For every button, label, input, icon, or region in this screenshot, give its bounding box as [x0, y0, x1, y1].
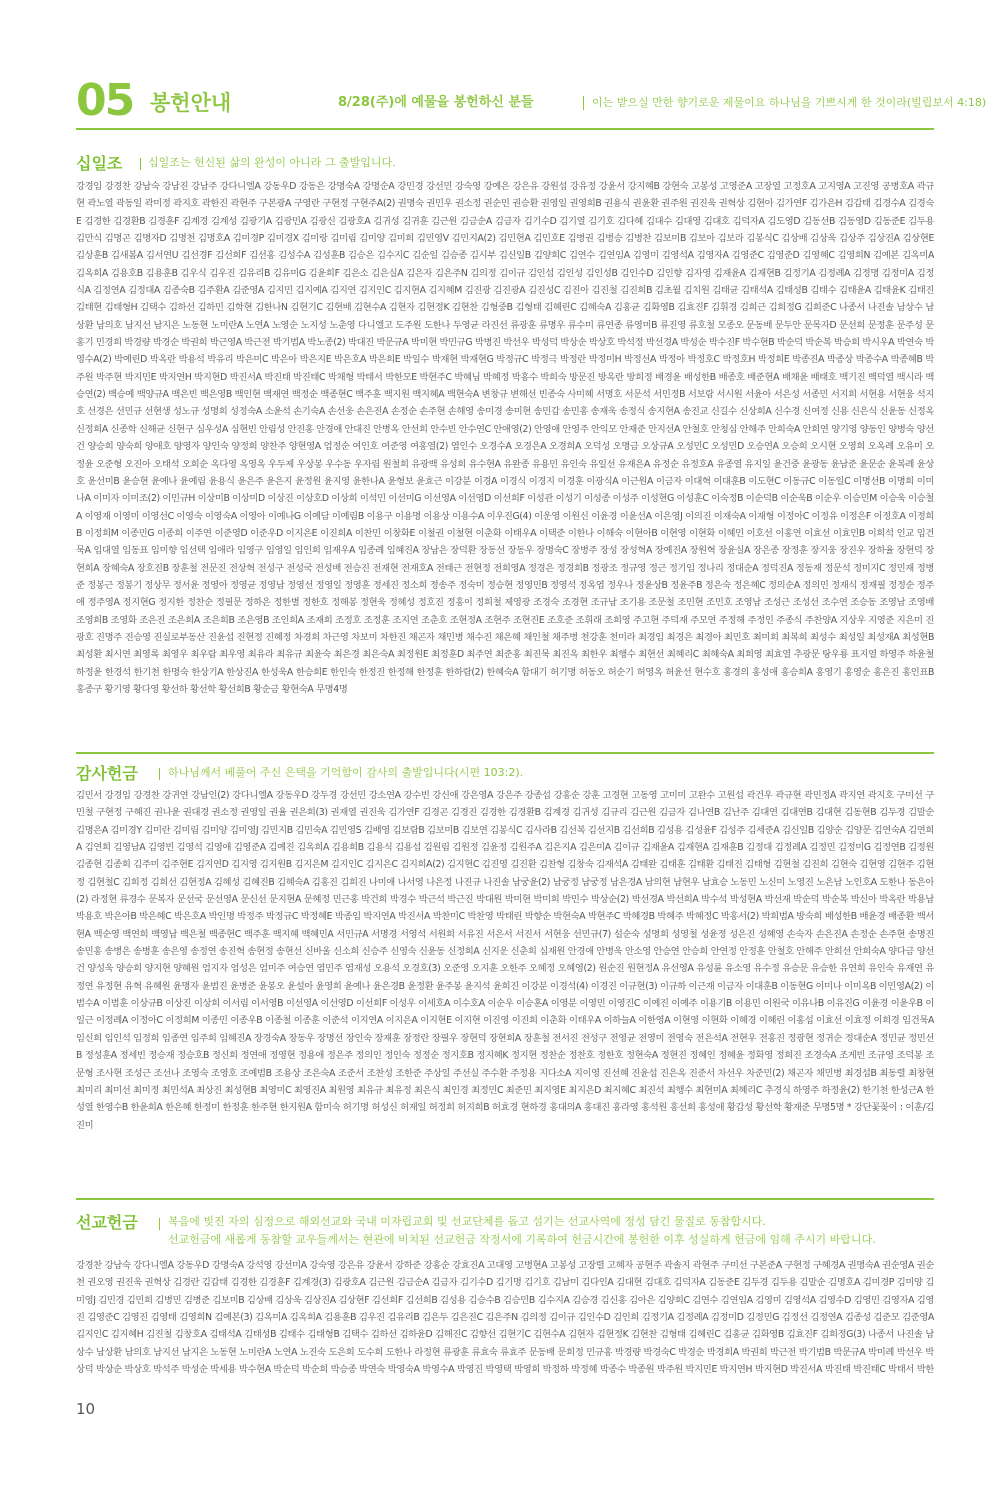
- header-divider: [583, 96, 584, 110]
- thanks-title: 감사헌금: [76, 764, 138, 783]
- page-number: 10: [76, 1400, 96, 1418]
- thanks-divider: [159, 768, 160, 780]
- tithe-desc: 십일조는 헌신된 삶의 완성이 아니라 그 출발입니다.: [148, 156, 396, 169]
- page-header: [76, 75, 987, 128]
- header-rule: [76, 128, 934, 130]
- mission-name-list: 강경찬 강남숙 강다니엘A 강동우D 강명숙A 강석영 강선미A 강숙영 강은유 강윤서 강하준 강홍순 강효진A 고대영 고병현A 고봉성 고장렬 고혜자 공현주 곽솔지 곽현주 구미선 구본준A 구현정 구혜경A 권명숙A 권순영A 권순천 권오영 권진욱 권혁상 김경란 김갑태 김경한 김경훈F 김계경(3) 김광호A 김근원 김금순A 김금자 김기수D 김기명 김기호 김남미 김다인A 김대현 김대호 김덕자A 김동준E 김두경 김두용 김말순 김명호A 김미경P 김미양 김미영J 김민경 김민희 김병민 김병준 김보미B 김상배 김상욱 김상진A 김상현F 김선희F 김선희B 김성용 김승수B 김승민B 김수지A 김승경 김신홍 김아은 김양희C 김연수 김연임A 김영미 김영석A 김영수D 김영민 김영자A 김영진 김영준C 김영진 김영태 김영희N 김예본(3) 김옥미A 김옥희A 김용훈B 김우진 김유리B 김은두 김은진C 김은주N 김의정 김이규 김인수D 김인희 김정기A 김정례A 김정미D 김정민G 김정선 김정연A 김종성 김준모 김준영A 김지인C 김지혜H 김진철 김창호A 김태석A 김태성B 김태수 김태형B 김택수 김하선 김하윤D 김해진C 김향선 김현기C 김현수A 김현자 김현정K 김현찬 김형태 김혜린C 김홍균 김화영B 김효진F 김희정G(3) 나종서 나진솔 남상수 남상환 남의호 남지선 남지은 노동현 노미란A 노연A 노진숙 도은희 도수희 도한나 라정현 류광훈 류효숙 류효주 문동배 문희정 민규홍 박경량 박경숙C 박경순 박경희A 박권희 박근전 박기범B 박문규A 박미례 박선우 박상덕 박상순 박상호 박석주 박성순 박세용 박수현A 박순덕 박순희 박승종 박연숙 박영숙A 박영수A 박영진 박영택 박영희 박정하 박정혜 박종수 박종원 박주원 박지민E 박지연H 박지현D 박진서A 박진태 박진태C 박태서 박한: [76, 1260, 934, 1376]
- page-title: 봉헌안내: [150, 91, 232, 115]
- mission-desc-2: 선교헌금에 새롭게 동참할 교우들께서는 현관에 비치된 선교헌금 작정서에 기록하여 헌금시간에 봉헌한 이후 성실하게 헌금에 임해 주시기 바랍니다.: [168, 1233, 876, 1246]
- section-number: 05: [76, 75, 134, 126]
- header-verse: 이는 받으실 만한 향기로운 제물이요 하나님을 기쁘시게 한 것이라(빌립보서 4:18): [592, 96, 987, 109]
- tithe-title: 십일조: [76, 154, 123, 173]
- page-subtitle: 8/28(주)에 예물을 봉헌하신 분들: [338, 95, 534, 110]
- mission-title: 선교헌금: [76, 1213, 138, 1232]
- mission-desc-1: 복음에 빚진 자의 심정으로 해외선교와 국내 미자립교회 및 선교단체를 돕고 섬기는 선교사역에 정성 담긴 물질로 동참합시다.: [168, 1215, 766, 1228]
- tithe-name-list: 강경임 강경찬 강남숙 강남진 강남주 강다니엘A 강동우D 강동은 강명숙A 강명순A 강민경 강선민 강숙영 강예은 강은유 강원섭 강유정 강윤서 강지혜B 강현숙 고봉성 고영준A 고장열 고정호A 고지영A 고진영 공병호A 곽규현 곽노열 곽동일 곽미정 곽지호 곽한진 곽현주 구본광A 구영란 구현정 구현주A(2) 권명숙 권민우 권소정 권순민 권승환 권영일 권영희B 권용식 권윤환 권주원 권진욱 권혁상 김현아 김가연F 김가은H 김갑태 김경수A 김경숙E 김경한 김경환B 김경훈F 김계경 김계성 김광기A 김광민A 김광신 김광호A 김귀성 김귀훈 김근원 김금순A 김금자 김기수D 김기열 김기호 김다혜 김대수 김대영 김대호 김덕자A 김도영D 김동선B 김동영D 김동준E 김두용 김만식 김명곤 김명자D 김명천 김명호A 김미경P 김미경X 김미랑 김미림 김미양 김미희 김민영V 김민지A(2) 김민현A 김민호E 김병권 김병승 김병찬 김보미B 김보아 김보라 김봉식C 김상배 김상욱 김상주 김상진A 김상현E 김상훈B 김새봄A 김서연U 김선경F 김선희F 김선홍 김성수A 김성훈B 김승은 김수지C 김순일 김승종 김시부 김신일B 김양희C 김연수 김연임A 김영미 김영석A 김영자A 김영준C 김영준D 김영혜C 김영희N 김예본 김옥미A 김옥희A 김용호B 김용훈B 김우식 김우진 김유리B 김유미G 김윤희F 김은소 김은실A 김은자 김은주N 김의정 김이규 김인섭 김인성 김인성B 김인수D 김인향 김자영 김재윤A 김재현B 김정기A 김정례A 김정명 김정미A 김정식A 김정연A 김정대A 김종숙B 김주환A 김준영A 김지민 김지예A 김지연 김지인C 김지현A 김지혜M 김진광 김진광A 김진성C 김진아 김진철 김진희B 김초월 김치원 김태균 김태석A 김태성B 김태수 김태윤A 김태윤K 김태진 김태현 김태형H 김택수 김하선 김하민 김학현 김한나N 김현기C 김현배 김현수A 김현자 김현정K 김현찬 김형중B 김형태 김혜린C 김혜숙A 김홍균 김화영B 김효진F 김휘경 김희근 김희정G 김희준C 나종서 나진솔 남상수 남상환 남의호 남지선 남지은 노동현 노미란A 노연A 노영순 노지성 노춘영 다니엘고 도주원 도한나 두영균 라진선 류광훈 류명우 류수미 류연종 류영미B 류진영 류호철 모종오 문동배 문두안 문목자D 문선희 문정훈 문주성 문홍기 민경희 박경량 박경순 박권희 박근영A 박근전 박기범A 박노종(2) 박대진 박문규A 박미현 박민규G 박병진 박선우 박성덕 박상순 박상호 박석정 박선경A 박성순 박수진F 박수현B 박순덕 박순복 박승희 박시우A 박연숙 박영수A(2) 박예린D 박옥란 박용석 박유리 박은미C 박은아 박은지E 박은호A 박은희E 박일수 박재현 박재현G 박정규C 박정극 박정란 박정미H 박정선A 박정아 박정호C 박정호H 박정희E 박종진A 박종상 박종수A 박종혜B 박주원 박주현 박지민E 박지연H 박지현D 박진서A 박진태 박진태C 박채형 박태서 박한모E 박현주C 박혜님 박혜정 박홍수 박희숙 방문진 방옥란 방희정 배경윤 배성한B 배종호 배준현A 배채윤 배태호 백기진 백덕열 백시라 백승연(2) 백승예 백양규A 백은빈 백은영B 백인현 백재연 백정순 백종현C 백주훈 백지원 백지혜A 백현숙A 변창규 변해선 빈종숙 사미혜 서명호 서문석 서민정B 서보람 서시원 서윤아 서은성 서종민 서지희 서현용 서현웅 석지호 선경은 선민규 선현생 성노규 성명희 성정숙A 소윤석 손기숙A 손선웅 손은진A 손정순 손주현 손해영 송미경 송미현 송민갑 송민홍 송재욱 송정식 송지현A 송진교 신길수 신상희A 신수경 신여정 신용 신은식 신윤동 신정옥 신정희A 신종학 신해균 신현구 심우성A 심현빈 안림성 안진홍 안경애 안대진 안병옥 안선희 안수빈 안수연C 안애영(2) 안영애 안영주 안익모 안재준 안지선A 안철호 안청심 안해주 안희숙A 안희연 양기영 양동인 양병숙 양선건 양승희 양숙희 양애호 양영자 양인숙 양정희 양찬주 양현영A 엄정순 여인호 여준영 여홍열(2) 염인수 오경수A 오경은A 오경희A 오덕성 오명금 오상규A 오성민C 오성민D 오승연A 오승희 오시현 오영희 오옥례 오유미 오정윤 오준형 오진아 오태석 오희순 옥다영 옥영옥 우두제 우상봉 우수동 우자림 원철희 유광백 유성희 유수현A 유완종 유용민 유인숙 유일선 유재은A 유정순 유정호A 유종열 유지일 윤건중 윤광동 윤남준 윤문순 윤복례 윤상호 윤선미B 윤승현 윤예나 윤예림 윤용식 윤은주 윤은지 윤정원 윤지영 윤한나A 윤형보 윤효근 이강분 이경A 이경식 이경지 이경훈 이광식A 이근원A 이금자 이대혁 이대훈B 이도현C 이동규C 이동일C 이명선B 이명희 이미나A 이미자 이미조(2) 이민규H 이상미B 이상미D 이상진 이상호D 이상희 이석민 이선미G 이선영A 이선영D 이선희F 이성관 이성기 이성종 이성주 이성현G 이성훈C 이숙정B 이순덕B 이순욱B 이순우 이승민M 이승욱 이승철A 이영재 이영미 이영선C 이영숙 이영숙A 이영아 이예나G 이예담 이예림B 이용구 이용명 이용상 이용수A 이우진G(4) 이운영 이원신 이윤경 이윤선A 이은영J 이의진 이재숙A 이재형 이정아C 이정유 이정은F 이정호A 이정희B 이정희M 이종민G 이종희 이주연 이준영D 이준우D 이지은E 이진희A 이찬민 이창화E 이철권 이철현 이춘화 이태우A 이택준 이한나 이해숙 이현아B 이현영 이현화 이혜민 이호선 이홍연 이효선 이효민B 이희석 인교 임건묵A 임대열 임동표 임미향 임선택 임애라 임영구 임영일 임인희 임재우A 임종례 임혜진A 장남은 장덕환 장동선 장동우 장명숙C 장병주 장성 장성혁A 장예진A 장원혁 장윤실A 장은종 장정훈 장지웅 장진우 장하율 장현덕 장현희A 장혜숙A 장호진B 장훈철 전문진 전상혁 전성구 전성국 전성배 전승진 전재현 전재호A 전태근 전현정 전희영A 정경은 정경희B 정광조 정규영 정근 정기임 정나리 정대순A 정덕진A 정동재 정문석 정미지C 정민재 정병준 정봉근 정봉기 정상무 정서윤 정영아 정영균 정영남 정영선 정영일 정영훈 정세진 정소희 정송주 정숙미 정승현 정영민B 정영석 정옥엽 정우나 정윤상B 정윤주B 정은숙 정은혜C 정의순A 정의민 정재식 정재필 정정순 정주애 정주영A 정지현G 정지한 정찬순 정필문 정하은 정한별 정한호 정해봉 정현욱 정혜성 정호진 정홍이 정희철 제영광 조경숙 조경현 조규남 조기용 조문철 조민현 조민호 조영남 조성근 조성선 조수연 조승동 조영남 조영배 조영희B 조영화 조은진 조은희A 조은희B 조은영B 조인희A 조재희 조정호 조정훈 조지연 조춘호 조현정A 조현주 조현진E 조호준 조휘래 조희영 주고현 주덕재 주모연 주정해 주정인 주종식 주찬양A 지상우 지영준 지은미 진광호 진명주 진승영 진실로부동산 진윤섭 진현정 진혜정 차경희 차근영 차보미 차한진 채곤자 채민병 채수진 채은혜 채인철 채주병 천강훈 천미라 최경임 최경은 최경아 최민호 최미희 최복희 최성수 최성일 최성재A 최성현B 최성환 최시연 최영록 최영우 최우람 최우영 최유라 최유규 최윤숙 최은경 최은숙A 최정원E 최정훈D 최주연 최준홍 최진묵 최진옥 최한우 최행수 최현선 최혜리C 최혜숙A 최희영 최효열 추광문 탕우룡 표지열 하영주 하윤철 하정윤 한경석 한기천 한명숙 한상기A 한상진A 한성욱A 한승희E 한인숙 한정진 한정해 한정훈 한하람(2) 한혜숙A 함대기 허기명 허동오 허순기 허영옥 허윤선 현수호 홍경의 홍성애 홍승희A 홍영기 홍영순 홍은진 홍인표B 홍종구 황기영 황다영 황선하 황선학 황선희B 황순금 황현숙A 무명4명: [76, 181, 934, 695]
- section-rule: [76, 1198, 934, 1200]
- tithe-divider: [140, 158, 141, 170]
- thanks-name-list: 김민서 강경임 강경찬 강귀연 강남인(2) 강다니엘A 강동우D 강두경 강선민 강소연A 강수빈 강신애 강은영A 강은주 강종섭 강홍순 강훈 고경현 고동영 고미미 고완수 고원섭 곽건우 곽규현 곽민정A 곽지연 곽지호 구미선 구민철 구현정 구혜진 권나윤 권대경 권소정 권영일 권율 권은희(3) 권재열 권진욱 김가연F 김경곤 김경진 김경한 김경환B 김계경 김귀성 김규리 김근원 김금자 김나연B 김난주 김대연 김대연B 김대현 김동현B 김두경 김말순 김명은A 김미경Y 김미란 김미림 김미양 김미영J 김민지B 김민숙A 김민영S 김배영 김보람B 김보미B 김보연 김봉식C 김사라B 김선복 김선지B 김선희B 김성용 김성윤F 김성주 김세준A 김신일B 김양순 김양문 김연숙A 김연희A 김연희 김영남A 김영빈 김영석 김영애 김영준A 김예진 김옥희A 김용희B 김용식 김용섭 김원림 김원정 김윤정 김원주A 김은지A 김은미A 김이규 김재윤A 김재현A 김재훈B 김정대 김정례A 김정민 김정미G 김정연B 김정원 김종현 김종희 김주미 김주현E 김지연D 김지영 김지원B 김지은M 김지인C 김지은C 김지희A(2) 김지현C 김진영 김진환 김찬형 김창숙 김재석A 김태완 김태훈 김태환 김태진 김태형 김현철 김진희 김현숙 김현영 김현주 김현정 김현철C 김희정 김희선 김현정A 김혜성 김혜진B 김혜숙A 김홍진 김희진 나미애 나서영 나은정 나진규 나진솔 남궁윤(2) 남궁정 남궁정 남은경A 남의현 남현우 남효승 노동민 노신미 노영진 노은남 노인호A 도한나 동은아(2) 라정현 류경수 문복자 문선국 문선영A 문신선 문지현A 문혜정 민근홍 박건희 박경수 박근석 박근진 박대원 박미현 박미희 박민수 박상순(2) 박선경A 박선희A 박수석 박성현A 박선재 박순덕 박순복 박신아 박옥란 박용남 박용호 박은아B 박은혜C 박은호A 박인명 박정주 박정규C 박정혜E 박종임 박지연A 박진서A 박찬미C 박찬영 박태린 박향순 박현숙A 박현주C 박혜경B 박혜주 박혜정C 박홍서(2) 박희범A 방숙희 배성한B 배윤경 배종환 백서현A 백순영 백연희 백영남 백은철 백종현C 백주훈 백지혜 백혜민A 서민규A 서명경 서영석 서원희 서유진 서은서 서진서 서현웅 선민규(7) 설순숙 성명희 성영철 성윤정 성은진 성혜영 손숙자 손은진A 손정순 손주현 송명진 송민홍 송병은 송병훈 송은영 송정연 송진혁 송현정 송현선 신바울 신소희 신승주 신영숙 신윤동 신정희A 신지운 신춘희 심재원 안경애 안병욱 안소영 안승연 안승희 안연정 안정훈 안철호 안해주 안희선 안희숙A 양다금 양선건 양성욱 양승희 양지현 양혜원 엄지자 엄성은 엄미주 여승연 염민주 염재성 오용석 오경호(3) 오준영 오지훈 오한주 오혜정 오혜영(2) 원순진 원현정A 유선영A 유성륜 유소영 유수정 유승문 유승한 유연희 유인숙 유재연 유정연 유정현 유혁 유혜원 윤명자 윤범진 윤병준 윤봉오 윤설아 윤영희 윤예나 윤은경B 윤정환 윤주봉 윤지석 윤희진 이강분 이경석(4) 이경진 이규현(3) 이규하 이근재 이금자 이대훈B 이동현G 이미나 이미옥B 이민영A(2) 이범수A 이범훈 이상규B 이상진 이상희 이서림 이서영B 이선영A 이선영D 이선희F 이성우 이세호A 이수호A 이순우 이승훈A 이영분 이영민 이영진C 이예진 이예주 이용기B 이용민 이원국 이유나B 이유진G 이윤경 이윤우B 이일근 이정례A 이정아C 이정희M 이종민 이종우B 이종철 이종훈 이준석 이지연A 이지은A 이지현E 이지현 이진영 이진희 이춘화 이태우A 이하늘A 이한영A 이현영 이현화 이혜경 이혜린 이홍섭 이효선 이효정 이희경 임건묵A 임신희 임인석 임정희 임종연 임주희 임혜진A 장경숙A 장동우 장명선 장인숙 장재훈 장정란 장필우 장현덕 장현희A 장훈철 전서진 전성구 전영균 전영미 전영숙 전은석A 전현우 전홍진 정광현 정귀순 정대순A 정민균 정민선B 정성훈A 정세빈 정승재 정승호B 정신희 정연애 정영현 정용애 정은주 정의인 정인숙 정정순 정지호B 정지혜K 정지현 정찬순 정찬호 정한호 정현숙A 정현진 정혜인 정혜윤 정화영 정희진 조경숙A 조게빈 조규영 조덕봉 조문형 조사현 조성근 조선나 조영숙 조영호 조예범B 조용상 조은숙A 조준서 조찬성 조한준 주상일 주선실 주수환 주정용 지다소A 지이영 진선혜 진윤섭 진은옥 진준서 차선우 차준민(2) 채곤자 채민병 최경섭B 최동렬 최창현 최미리 최미선 최미정 최민석A 최상진 최성현B 최영미C 최영진A 최원영 최유규 최유정 최은식 최인경 최정민C 최준민 최지영E 최지은D 최지혜C 최진석 최행수 최현미A 최혜리C 추경식 하영주 하정윤(2) 한기천 한성근A 한성열 한영수B 한윤희A 한은혜 한정미 한정훈 한주현 한지원A 함미숙 허기명 허성신 허재일 허정희 허지희B 허효경 현하경 홍대의A 홍대진 홍라영 홍석원 홍선희 홍성애 황갑성 황선학 황재준 무명5명 * 강단꽃꽂이 : 이훈/김진미: [76, 790, 934, 1131]
- section-rule: [76, 752, 934, 754]
- mission-divider: [159, 1218, 160, 1230]
- thanks-desc: 하나님께서 베풀어 주신 은택을 기억함이 감사의 출발입니다(시편 103:2).: [168, 766, 524, 779]
